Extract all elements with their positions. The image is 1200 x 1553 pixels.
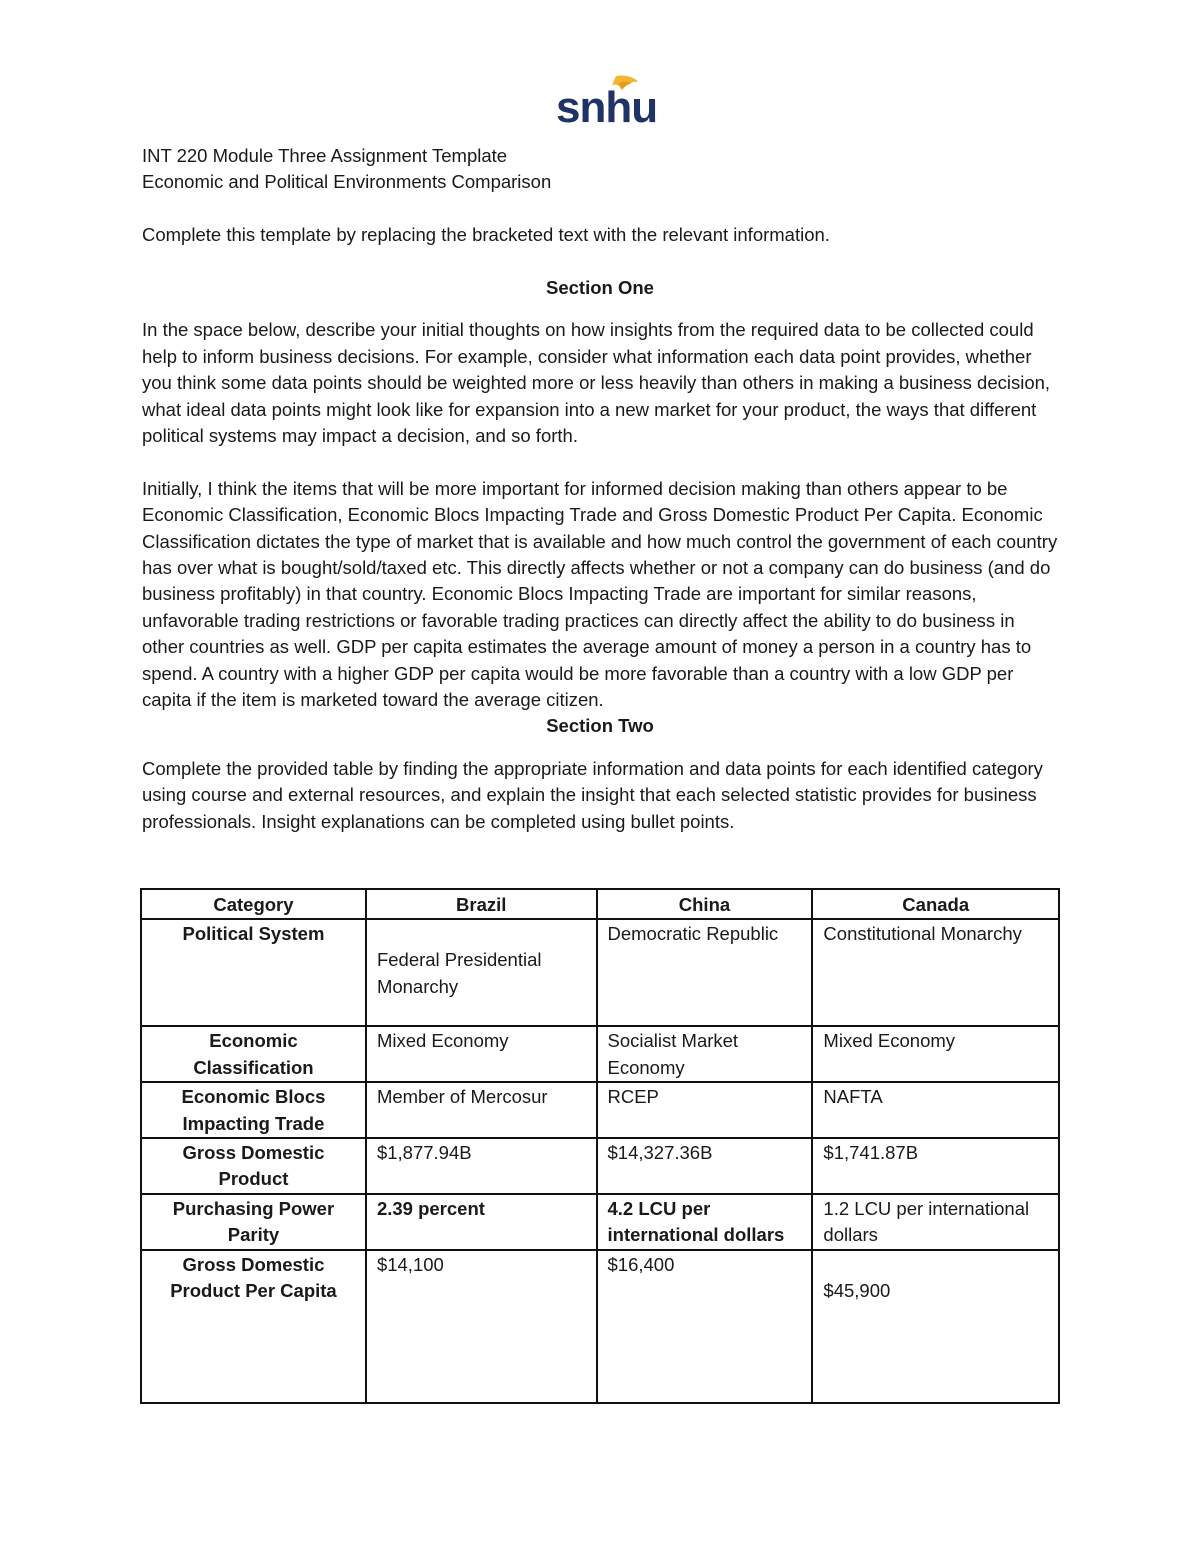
header-brazil: Brazil — [366, 889, 597, 919]
document-body — [142, 143, 1058, 835]
section-two-prompt: Complete the provided table by finding the appropriate information and data points for each identified category using course and external resources, and explain the insight that each selected statistic provides for business professionals. Insight explanations can be completed using bullet points. — [142, 757, 1043, 832]
header-category: Category — [141, 889, 366, 919]
table-row — [141, 1026, 1059, 1082]
brazil-cell: 2.39 percent — [366, 1194, 597, 1250]
table-header-row — [141, 889, 1059, 919]
category-cell: Political System — [141, 919, 366, 1026]
canada-cell: $45,900 — [812, 1250, 1059, 1403]
section-one-response: Initially, I think the items that will be more important for informed decision making than others appear to be Economic Classification, Economic Blocs Impacting Trade and Gross Domestic Product Per Capita. Economic Classification dictates the type of market that is available and how much control the government of each country has over what is bought/sold/taxed etc. This directly affects whether or not a company can do business (and do business profitably) in that country. Economic Blocs Impacting Trade are important for similar reasons, unfavorable trading restrictions or favorable trading practices can directly affect the ability to do business in other countries as well. GDP per capita estimates the average amount of money a person in a country has to spend. A country with a higher GDP per capita would be more favorable than a country with a low GDP per capita if the item is marketed toward the average citizen. — [142, 477, 1058, 711]
section-one-heading: Section One — [546, 277, 654, 298]
snhu-logo — [552, 72, 658, 134]
china-cell: Democratic Republic — [597, 919, 813, 1026]
assignment-subtitle: Economic and Political Environments Comparison — [142, 171, 552, 193]
instructions: Complete this template by replacing the bracketed text with the relevant information. — [142, 224, 830, 246]
china-cell: $16,400 — [597, 1250, 813, 1403]
brazil-cell: Federal Presidential Monarchy — [366, 919, 597, 1026]
comparison-table — [140, 888, 1060, 1404]
category-cell: Economic Blocs Impacting Trade — [141, 1082, 366, 1138]
canada-cell: Constitutional Monarchy — [812, 919, 1059, 1026]
china-cell: RCEP — [597, 1082, 813, 1138]
category-cell: Gross Domestic Product Per Capita — [141, 1250, 366, 1403]
china-cell: $14,327.36B — [597, 1138, 813, 1194]
logo-wordmark: snhu — [556, 83, 658, 132]
category-cell: Gross Domestic Product — [141, 1138, 366, 1194]
table-row — [141, 1250, 1059, 1403]
brazil-cell: $1,877.94B — [366, 1138, 597, 1194]
canada-cell: 1.2 LCU per international dollars — [812, 1194, 1059, 1250]
category-cell: Economic Classification — [141, 1026, 366, 1082]
table-row — [141, 1138, 1059, 1194]
brazil-cell: Mixed Economy — [366, 1026, 597, 1082]
brazil-cell: Member of Mercosur — [366, 1082, 597, 1138]
header-canada: Canada — [812, 889, 1059, 919]
china-cell: Socialist Market Economy — [597, 1026, 813, 1082]
assignment-title: INT 220 Module Three Assignment Template — [142, 145, 508, 166]
table-row — [141, 1082, 1059, 1138]
canada-cell: $1,741.87B — [812, 1138, 1059, 1194]
china-cell: 4.2 LCU per international dollars — [597, 1194, 813, 1250]
canada-cell: Mixed Economy — [812, 1026, 1059, 1082]
canada-cell: NAFTA — [812, 1082, 1059, 1138]
category-cell: Purchasing Power Parity — [141, 1194, 366, 1250]
brazil-cell: $14,100 — [366, 1250, 597, 1403]
table-row — [141, 919, 1059, 1026]
section-two-heading: Section Two — [546, 715, 654, 737]
section-one-prompt: In the space below, describe your initial thoughts on how insights from the required data to be collected could help to inform business decisions. For example, consider what information each data point provides, whether you think some data points should be weighted more or less heavily than others in making a business decision, what ideal data points might look like for expansion into a new market for your product, the ways that different political systems may impact a decision, and so forth. — [142, 319, 1051, 447]
table-row — [141, 1194, 1059, 1250]
header-china: China — [597, 889, 813, 919]
